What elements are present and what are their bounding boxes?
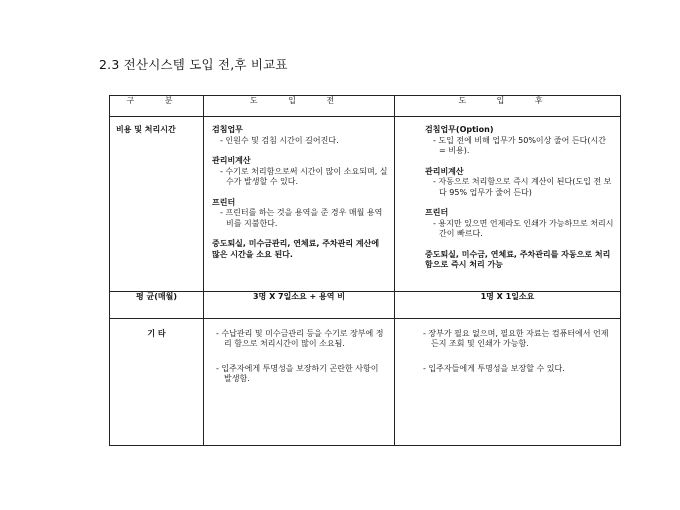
header-after-label: 도 입 후 <box>458 96 557 105</box>
etc-line: - 장부가 필요 없으며, 필요한 자료는 컴퓨터에서 언제든지 조회 및 인쇄가 가능함. <box>423 328 609 348</box>
section-line: - 도입 전에 비해 업무가 50%이상 줄어 든다(시간 = 비용). <box>433 135 606 155</box>
cost-after-section <box>425 250 614 285</box>
cost-before-section <box>212 198 388 230</box>
header-before <box>204 96 395 117</box>
average-before: 3명 X 7일소요 + 용역 비 <box>204 291 395 318</box>
section-line: - 용지만 있으면 언제라도 인쇄가 가능하므로 처리시간이 빠르다. <box>433 218 614 238</box>
section-line: - 프린터를 하는 것을 용역을 준 경우 매월 용역 비를 지불한다. <box>220 208 383 228</box>
cost-before-section <box>212 156 388 188</box>
page-title: 2.3 전산시스템 도입 전,후 비교표 <box>99 57 288 72</box>
section-heading: 검침업무 <box>212 125 243 134</box>
etc-before-cell <box>204 318 395 445</box>
header-before-label: 도 입 전 <box>249 96 349 105</box>
section-heading: 프린터 <box>425 208 449 217</box>
section-heading: 중도퇴실, 미수금, 연체료, 주차관리를 자동으로 처리 함으로 즉시 처리 가능 <box>425 249 611 269</box>
etc-line: - 입주자에게 투명성을 보장하기 곤란한 사항이 발생함. <box>216 363 379 383</box>
cost-before-section <box>212 125 388 146</box>
cost-after-section <box>425 167 614 199</box>
average-label: 평 균(매월) <box>110 291 204 318</box>
header-after <box>395 96 621 117</box>
header-category-label: 구 분 <box>126 96 187 105</box>
section-line: - 인원수 및 검침 시간이 길어진다. <box>220 135 339 145</box>
etc-after-cell <box>395 318 621 445</box>
section-heading: 검침업무(Option) <box>425 125 494 134</box>
cost-before-cell <box>204 117 395 292</box>
average-after: 1명 X 1일소요 <box>395 291 621 318</box>
average-row <box>110 291 621 318</box>
section-line: - 자동으로 처리함으로 즉시 계산이 된다(도입 전 보다 95% 업무가 줄어 든다) <box>433 177 612 197</box>
section-line: - 수기로 처리함으로써 시간이 많이 소요되며, 실수가 발생할 수 있다. <box>220 166 388 186</box>
cost-after-cell <box>395 117 621 292</box>
comparison-table <box>109 95 621 446</box>
cost-before-section <box>212 239 388 260</box>
etc-row <box>110 318 621 445</box>
cost-after-section <box>425 125 614 157</box>
header-category <box>110 96 204 117</box>
cost-after-section <box>425 208 614 240</box>
section-heading: 관리비계산 <box>425 166 464 176</box>
cost-row <box>110 117 621 292</box>
cost-label: 비용 및 처리시간 <box>110 117 204 292</box>
section-heading: 프린터 <box>212 197 236 207</box>
etc-line: - 입주자들에게 투명성을 보장할 수 있다. <box>423 363 565 373</box>
section-heading: 중도퇴실, 미수금관리, 연체료, 주차관리 계산에 많은 시간을 소요 된다. <box>212 239 380 259</box>
section-heading: 관리비계산 <box>212 156 251 165</box>
etc-label: 기 타 <box>110 318 204 445</box>
etc-line: - 수납관리 및 미수금관리 등을 수기로 장부에 정리 함으로 처리시간이 많이 소요됨. <box>216 328 384 348</box>
header-row <box>110 96 621 117</box>
